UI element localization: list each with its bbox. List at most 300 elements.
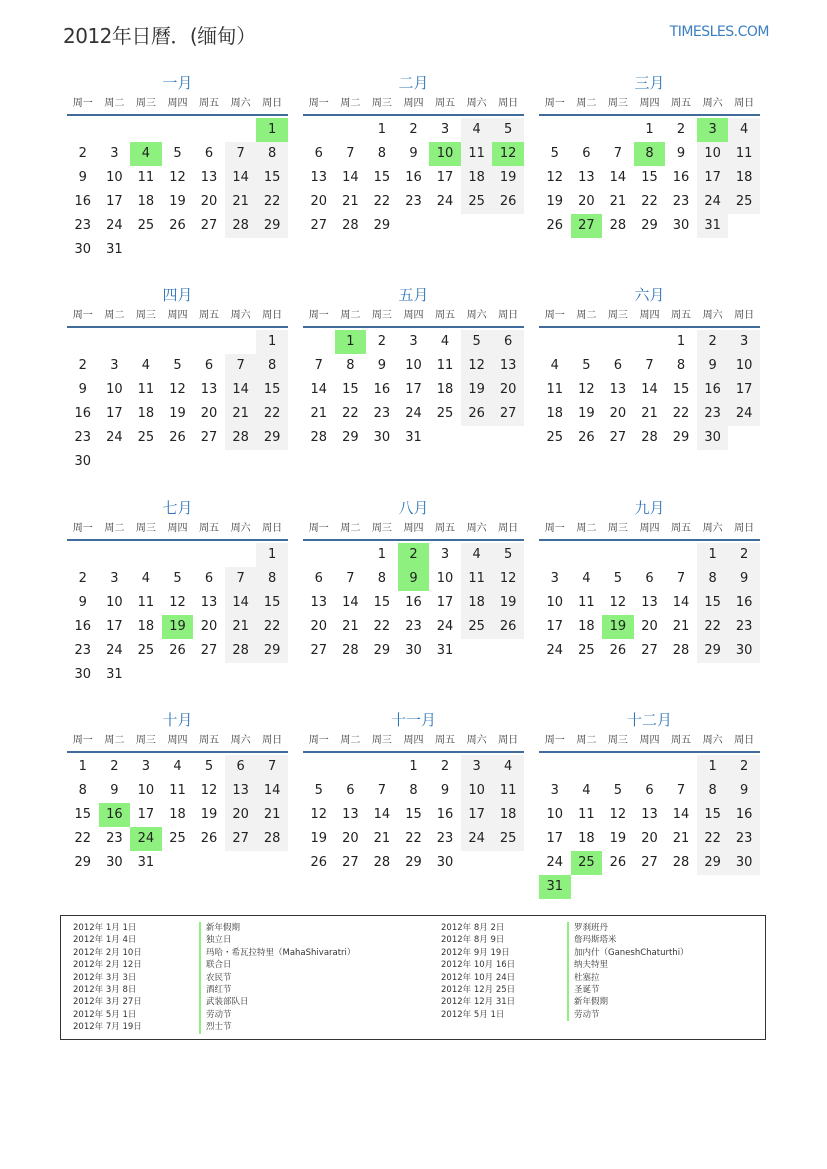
day-cell[interactable]: 10 xyxy=(546,807,564,822)
day-cell[interactable]: 8 xyxy=(346,358,355,373)
day-cell[interactable]: 6 xyxy=(225,755,257,779)
day-cell[interactable]: 16 xyxy=(728,591,760,615)
day-cell[interactable]: 7 xyxy=(314,358,323,373)
day-cell[interactable]: 7 xyxy=(676,571,686,586)
day-cell[interactable]: 6 xyxy=(204,358,214,373)
day-cell[interactable]: 21 xyxy=(641,406,658,421)
day-cell[interactable]: 26 xyxy=(492,615,524,639)
day-cell[interactable]: 11 xyxy=(461,567,493,591)
day-cell[interactable]: 13 xyxy=(200,170,218,185)
day-cell[interactable]: 14 xyxy=(373,807,391,822)
day-cell[interactable]: 5 xyxy=(173,146,182,161)
day-cell[interactable]: 1 xyxy=(676,334,686,349)
day-cell[interactable]: 26 xyxy=(200,831,218,846)
day-cell[interactable]: 10 xyxy=(137,783,155,798)
day-cell[interactable]: 25 xyxy=(137,430,155,445)
day-cell[interactable]: 12 xyxy=(546,170,564,185)
day-cell[interactable]: 8 xyxy=(697,567,729,591)
day-cell[interactable]: 14 xyxy=(672,595,690,610)
day-cell[interactable]: 16 xyxy=(74,619,92,634)
day-cell[interactable]: 14 xyxy=(342,170,359,185)
day-cell[interactable]: 4 xyxy=(582,571,591,586)
day-cell[interactable]: 29 xyxy=(672,430,690,445)
day-cell[interactable]: 10 xyxy=(106,595,123,610)
day-cell[interactable]: 2 xyxy=(728,755,760,779)
day-cell[interactable]: 12 xyxy=(461,354,493,378)
day-cell[interactable]: 17 xyxy=(106,406,123,421)
day-cell[interactable]: 16 xyxy=(74,406,92,421)
day-cell[interactable]: 20 xyxy=(609,406,627,421)
day-cell[interactable]: 29 xyxy=(342,430,359,445)
day-cell[interactable]: 13 xyxy=(641,807,658,822)
day-cell[interactable]: 7 xyxy=(645,358,654,373)
day-cell[interactable]: 27 xyxy=(310,643,328,658)
day-cell[interactable]: 20 xyxy=(200,194,218,209)
day-cell[interactable]: 28 xyxy=(225,426,257,450)
day-cell[interactable]: 27 xyxy=(641,855,658,870)
day-cell[interactable]: 21 xyxy=(225,615,257,639)
day-cell[interactable]: 26 xyxy=(609,643,627,658)
day-cell[interactable]: 4 xyxy=(728,118,760,142)
day-cell[interactable]: 23 xyxy=(106,831,123,846)
day-cell[interactable]: 8 xyxy=(377,146,387,161)
day-cell[interactable]: 27 xyxy=(609,430,627,445)
day-cell[interactable]: 19 xyxy=(200,807,218,822)
day-cell[interactable]: 29 xyxy=(256,639,288,663)
day-cell[interactable]: 6 xyxy=(645,571,654,586)
day-cell[interactable]: 20 xyxy=(200,406,218,421)
day-cell[interactable]: 29 xyxy=(697,851,729,875)
holiday-day-cell[interactable]: 16 xyxy=(99,803,131,827)
day-cell[interactable]: 17 xyxy=(697,166,729,190)
day-cell[interactable]: 9 xyxy=(728,779,760,803)
day-cell[interactable]: 22 xyxy=(342,406,359,421)
day-cell[interactable]: 23 xyxy=(74,643,92,658)
day-cell[interactable]: 16 xyxy=(697,378,729,402)
day-cell[interactable]: 2 xyxy=(78,146,87,161)
day-cell[interactable]: 6 xyxy=(645,783,654,798)
day-cell[interactable]: 24 xyxy=(436,194,454,209)
day-cell[interactable]: 28 xyxy=(641,430,658,445)
day-cell[interactable]: 28 xyxy=(342,643,359,658)
day-cell[interactable]: 23 xyxy=(405,194,422,209)
day-cell[interactable]: 6 xyxy=(314,571,323,586)
day-cell[interactable]: 19 xyxy=(578,406,595,421)
day-cell[interactable]: 8 xyxy=(256,354,288,378)
day-cell[interactable]: 13 xyxy=(641,595,658,610)
day-cell[interactable]: 23 xyxy=(373,406,391,421)
day-cell[interactable]: 5 xyxy=(582,358,591,373)
day-cell[interactable]: 19 xyxy=(609,831,627,846)
day-cell[interactable]: 5 xyxy=(492,543,524,567)
day-cell[interactable]: 8 xyxy=(676,358,686,373)
holiday-day-cell[interactable]: 9 xyxy=(398,567,430,591)
day-cell[interactable]: 24 xyxy=(546,643,564,658)
day-cell[interactable]: 18 xyxy=(546,406,564,421)
day-cell[interactable]: 11 xyxy=(169,783,186,798)
day-cell[interactable]: 22 xyxy=(256,615,288,639)
day-cell[interactable]: 31 xyxy=(106,242,123,257)
day-cell[interactable]: 26 xyxy=(609,855,627,870)
day-cell[interactable]: 15 xyxy=(342,382,359,397)
day-cell[interactable]: 14 xyxy=(641,382,658,397)
day-cell[interactable]: 21 xyxy=(373,831,391,846)
day-cell[interactable]: 20 xyxy=(578,194,595,209)
day-cell[interactable]: 21 xyxy=(672,831,690,846)
day-cell[interactable]: 29 xyxy=(256,426,288,450)
day-cell[interactable]: 1 xyxy=(78,759,87,774)
day-cell[interactable]: 17 xyxy=(436,170,454,185)
day-cell[interactable]: 9 xyxy=(697,354,729,378)
day-cell[interactable]: 20 xyxy=(342,831,359,846)
day-cell[interactable]: 8 xyxy=(256,142,288,166)
day-cell[interactable]: 15 xyxy=(256,591,288,615)
day-cell[interactable]: 6 xyxy=(613,358,623,373)
day-cell[interactable]: 28 xyxy=(672,855,690,870)
day-cell[interactable]: 13 xyxy=(310,595,328,610)
day-cell[interactable]: 28 xyxy=(256,827,288,851)
day-cell[interactable]: 10 xyxy=(697,142,729,166)
day-cell[interactable]: 31 xyxy=(697,214,729,238)
day-cell[interactable]: 24 xyxy=(728,402,760,426)
holiday-day-cell[interactable]: 2 xyxy=(398,543,430,567)
day-cell[interactable]: 28 xyxy=(225,214,257,238)
day-cell[interactable]: 9 xyxy=(728,567,760,591)
day-cell[interactable]: 22 xyxy=(697,827,729,851)
day-cell[interactable]: 1 xyxy=(377,547,387,562)
day-cell[interactable]: 26 xyxy=(546,218,564,233)
holiday-day-cell[interactable]: 3 xyxy=(697,118,729,142)
day-cell[interactable]: 23 xyxy=(436,831,454,846)
day-cell[interactable]: 14 xyxy=(310,382,328,397)
day-cell[interactable]: 23 xyxy=(728,615,760,639)
day-cell[interactable]: 5 xyxy=(314,783,323,798)
day-cell[interactable]: 6 xyxy=(582,146,591,161)
day-cell[interactable]: 8 xyxy=(78,783,87,798)
day-cell[interactable]: 2 xyxy=(110,759,119,774)
day-cell[interactable]: 28 xyxy=(609,218,627,233)
day-cell[interactable]: 1 xyxy=(256,543,288,567)
day-cell[interactable]: 22 xyxy=(405,831,422,846)
day-cell[interactable]: 18 xyxy=(461,591,493,615)
day-cell[interactable]: 30 xyxy=(405,643,422,658)
day-cell[interactable]: 4 xyxy=(440,334,450,349)
day-cell[interactable]: 5 xyxy=(173,358,182,373)
day-cell[interactable]: 24 xyxy=(106,643,123,658)
day-cell[interactable]: 3 xyxy=(728,330,760,354)
day-cell[interactable]: 19 xyxy=(492,166,524,190)
day-cell[interactable]: 7 xyxy=(377,783,387,798)
day-cell[interactable]: 13 xyxy=(310,170,328,185)
day-cell[interactable]: 30 xyxy=(74,454,92,469)
day-cell[interactable]: 23 xyxy=(697,402,729,426)
day-cell[interactable]: 22 xyxy=(256,190,288,214)
holiday-day-cell[interactable]: 8 xyxy=(634,142,666,166)
day-cell[interactable]: 29 xyxy=(256,214,288,238)
day-cell[interactable]: 9 xyxy=(78,382,87,397)
day-cell[interactable]: 27 xyxy=(200,218,218,233)
day-cell[interactable]: 7 xyxy=(613,146,623,161)
day-cell[interactable]: 11 xyxy=(137,382,155,397)
day-cell[interactable]: 10 xyxy=(405,358,422,373)
day-cell[interactable]: 16 xyxy=(672,170,690,185)
day-cell[interactable]: 31 xyxy=(106,667,123,682)
day-cell[interactable]: 12 xyxy=(609,595,627,610)
day-cell[interactable]: 2 xyxy=(440,759,450,774)
day-cell[interactable]: 18 xyxy=(578,619,595,634)
day-cell[interactable]: 16 xyxy=(405,595,422,610)
day-cell[interactable]: 9 xyxy=(110,783,119,798)
day-cell[interactable]: 30 xyxy=(106,855,123,870)
day-cell[interactable]: 18 xyxy=(461,166,493,190)
day-cell[interactable]: 10 xyxy=(106,382,123,397)
day-cell[interactable]: 28 xyxy=(342,218,359,233)
day-cell[interactable]: 24 xyxy=(461,827,493,851)
day-cell[interactable]: 11 xyxy=(546,382,564,397)
day-cell[interactable]: 23 xyxy=(74,430,92,445)
day-cell[interactable]: 5 xyxy=(613,783,623,798)
day-cell[interactable]: 4 xyxy=(461,543,493,567)
day-cell[interactable]: 7 xyxy=(225,142,257,166)
day-cell[interactable]: 2 xyxy=(78,358,87,373)
day-cell[interactable]: 15 xyxy=(641,170,658,185)
day-cell[interactable]: 3 xyxy=(461,755,493,779)
day-cell[interactable]: 21 xyxy=(609,194,627,209)
day-cell[interactable]: 12 xyxy=(609,807,627,822)
day-cell[interactable]: 9 xyxy=(676,146,686,161)
day-cell[interactable]: 21 xyxy=(225,190,257,214)
holiday-day-cell[interactable]: 4 xyxy=(130,142,162,166)
day-cell[interactable]: 14 xyxy=(256,779,288,803)
day-cell[interactable]: 23 xyxy=(405,619,422,634)
day-cell[interactable]: 21 xyxy=(256,803,288,827)
day-cell[interactable]: 10 xyxy=(728,354,760,378)
day-cell[interactable]: 21 xyxy=(342,194,359,209)
day-cell[interactable]: 4 xyxy=(141,571,151,586)
day-cell[interactable]: 30 xyxy=(74,667,92,682)
day-cell[interactable]: 27 xyxy=(342,855,359,870)
day-cell[interactable]: 25 xyxy=(578,643,595,658)
day-cell[interactable]: 8 xyxy=(377,571,387,586)
day-cell[interactable]: 11 xyxy=(578,807,595,822)
day-cell[interactable]: 20 xyxy=(492,378,524,402)
day-cell[interactable]: 20 xyxy=(310,194,328,209)
day-cell[interactable]: 26 xyxy=(169,643,186,658)
day-cell[interactable]: 6 xyxy=(204,146,214,161)
day-cell[interactable]: 30 xyxy=(672,218,690,233)
day-cell[interactable]: 13 xyxy=(200,382,218,397)
holiday-day-cell[interactable]: 25 xyxy=(571,851,603,875)
day-cell[interactable]: 18 xyxy=(137,406,155,421)
day-cell[interactable]: 5 xyxy=(492,118,524,142)
day-cell[interactable]: 24 xyxy=(405,406,422,421)
day-cell[interactable]: 12 xyxy=(200,783,218,798)
day-cell[interactable]: 8 xyxy=(697,779,729,803)
day-cell[interactable]: 25 xyxy=(492,827,524,851)
day-cell[interactable]: 10 xyxy=(106,170,123,185)
day-cell[interactable]: 4 xyxy=(173,759,182,774)
day-cell[interactable]: 7 xyxy=(346,146,355,161)
day-cell[interactable]: 30 xyxy=(74,242,92,257)
day-cell[interactable]: 15 xyxy=(373,170,391,185)
day-cell[interactable]: 3 xyxy=(550,783,559,798)
day-cell[interactable]: 16 xyxy=(405,170,422,185)
day-cell[interactable]: 15 xyxy=(256,378,288,402)
day-cell[interactable]: 18 xyxy=(137,619,155,634)
day-cell[interactable]: 1 xyxy=(697,755,729,779)
day-cell[interactable]: 18 xyxy=(578,831,595,846)
day-cell[interactable]: 4 xyxy=(492,755,524,779)
day-cell[interactable]: 4 xyxy=(461,118,493,142)
day-cell[interactable]: 12 xyxy=(578,382,595,397)
day-cell[interactable]: 25 xyxy=(137,643,155,658)
day-cell[interactable]: 19 xyxy=(461,378,493,402)
day-cell[interactable]: 6 xyxy=(204,571,214,586)
day-cell[interactable]: 17 xyxy=(461,803,493,827)
day-cell[interactable]: 6 xyxy=(314,146,323,161)
day-cell[interactable]: 1 xyxy=(409,759,418,774)
day-cell[interactable]: 19 xyxy=(310,831,328,846)
day-cell[interactable]: 7 xyxy=(256,755,288,779)
day-cell[interactable]: 21 xyxy=(225,402,257,426)
holiday-day-cell[interactable]: 1 xyxy=(335,330,367,354)
day-cell[interactable]: 13 xyxy=(578,170,595,185)
day-cell[interactable]: 15 xyxy=(672,382,690,397)
day-cell[interactable]: 14 xyxy=(609,170,627,185)
day-cell[interactable]: 25 xyxy=(436,406,454,421)
day-cell[interactable]: 16 xyxy=(74,194,92,209)
day-cell[interactable]: 7 xyxy=(676,783,686,798)
day-cell[interactable]: 13 xyxy=(200,595,218,610)
day-cell[interactable]: 17 xyxy=(546,831,564,846)
day-cell[interactable]: 29 xyxy=(405,855,422,870)
day-cell[interactable]: 23 xyxy=(74,218,92,233)
day-cell[interactable]: 22 xyxy=(641,194,658,209)
day-cell[interactable]: 15 xyxy=(373,595,391,610)
day-cell[interactable]: 11 xyxy=(492,779,524,803)
day-cell[interactable]: 30 xyxy=(373,430,391,445)
day-cell[interactable]: 25 xyxy=(461,615,493,639)
day-cell[interactable]: 30 xyxy=(728,639,760,663)
day-cell[interactable]: 27 xyxy=(310,218,328,233)
day-cell[interactable]: 24 xyxy=(697,190,729,214)
day-cell[interactable]: 1 xyxy=(256,330,288,354)
day-cell[interactable]: 26 xyxy=(578,430,595,445)
day-cell[interactable]: 11 xyxy=(137,170,155,185)
day-cell[interactable]: 21 xyxy=(310,406,328,421)
holiday-day-cell[interactable]: 10 xyxy=(429,142,461,166)
day-cell[interactable]: 9 xyxy=(78,170,87,185)
day-cell[interactable]: 18 xyxy=(436,382,454,397)
day-cell[interactable]: 11 xyxy=(436,358,454,373)
holiday-day-cell[interactable]: 27 xyxy=(571,214,603,238)
day-cell[interactable]: 24 xyxy=(436,619,454,634)
day-cell[interactable]: 25 xyxy=(461,190,493,214)
day-cell[interactable]: 15 xyxy=(405,807,422,822)
day-cell[interactable]: 30 xyxy=(697,426,729,450)
day-cell[interactable]: 3 xyxy=(440,547,450,562)
day-cell[interactable]: 26 xyxy=(169,218,186,233)
day-cell[interactable]: 17 xyxy=(436,595,454,610)
day-cell[interactable]: 31 xyxy=(405,430,422,445)
holiday-day-cell[interactable]: 12 xyxy=(492,142,524,166)
day-cell[interactable]: 13 xyxy=(609,382,627,397)
day-cell[interactable]: 7 xyxy=(346,571,355,586)
day-cell[interactable]: 9 xyxy=(409,146,418,161)
day-cell[interactable]: 23 xyxy=(728,827,760,851)
day-cell[interactable]: 21 xyxy=(672,619,690,634)
day-cell[interactable]: 4 xyxy=(550,358,559,373)
day-cell[interactable]: 24 xyxy=(546,855,564,870)
day-cell[interactable]: 24 xyxy=(106,218,123,233)
day-cell[interactable]: 19 xyxy=(169,406,186,421)
day-cell[interactable]: 14 xyxy=(342,595,359,610)
day-cell[interactable]: 17 xyxy=(137,807,155,822)
day-cell[interactable]: 8 xyxy=(256,567,288,591)
day-cell[interactable]: 20 xyxy=(310,619,328,634)
day-cell[interactable]: 19 xyxy=(492,591,524,615)
day-cell[interactable]: 18 xyxy=(169,807,186,822)
day-cell[interactable]: 11 xyxy=(461,142,493,166)
day-cell[interactable]: 31 xyxy=(436,643,454,658)
day-cell[interactable]: 25 xyxy=(546,430,564,445)
day-cell[interactable]: 12 xyxy=(169,382,186,397)
day-cell[interactable]: 22 xyxy=(672,406,690,421)
day-cell[interactable]: 15 xyxy=(256,166,288,190)
day-cell[interactable]: 1 xyxy=(645,122,654,137)
day-cell[interactable]: 3 xyxy=(440,122,450,137)
day-cell[interactable]: 3 xyxy=(110,358,119,373)
day-cell[interactable]: 10 xyxy=(546,595,564,610)
day-cell[interactable]: 12 xyxy=(169,170,186,185)
day-cell[interactable]: 16 xyxy=(373,382,391,397)
day-cell[interactable]: 15 xyxy=(697,591,729,615)
day-cell[interactable]: 11 xyxy=(728,142,760,166)
day-cell[interactable]: 27 xyxy=(200,430,218,445)
day-cell[interactable]: 23 xyxy=(672,194,690,209)
day-cell[interactable]: 6 xyxy=(492,330,524,354)
day-cell[interactable]: 2 xyxy=(697,330,729,354)
day-cell[interactable]: 27 xyxy=(641,643,658,658)
day-cell[interactable]: 2 xyxy=(409,122,418,137)
day-cell[interactable]: 18 xyxy=(137,194,155,209)
day-cell[interactable]: 27 xyxy=(492,402,524,426)
day-cell[interactable]: 22 xyxy=(74,831,92,846)
day-cell[interactable]: 17 xyxy=(106,619,123,634)
day-cell[interactable]: 12 xyxy=(492,567,524,591)
day-cell[interactable]: 2 xyxy=(78,571,87,586)
day-cell[interactable]: 3 xyxy=(550,571,559,586)
day-cell[interactable]: 5 xyxy=(613,571,623,586)
day-cell[interactable]: 16 xyxy=(728,803,760,827)
day-cell[interactable]: 19 xyxy=(546,194,564,209)
day-cell[interactable]: 20 xyxy=(641,619,658,634)
day-cell[interactable]: 1 xyxy=(697,543,729,567)
day-cell[interactable]: 18 xyxy=(492,803,524,827)
day-cell[interactable]: 25 xyxy=(137,218,155,233)
day-cell[interactable]: 2 xyxy=(377,334,387,349)
day-cell[interactable]: 2 xyxy=(676,122,686,137)
day-cell[interactable]: 6 xyxy=(346,783,355,798)
day-cell[interactable]: 26 xyxy=(169,430,186,445)
day-cell[interactable]: 15 xyxy=(74,807,92,822)
day-cell[interactable]: 25 xyxy=(728,190,760,214)
day-cell[interactable]: 3 xyxy=(110,571,119,586)
day-cell[interactable]: 20 xyxy=(641,831,658,846)
day-cell[interactable]: 22 xyxy=(256,402,288,426)
day-cell[interactable]: 11 xyxy=(137,595,155,610)
day-cell[interactable]: 26 xyxy=(461,402,493,426)
